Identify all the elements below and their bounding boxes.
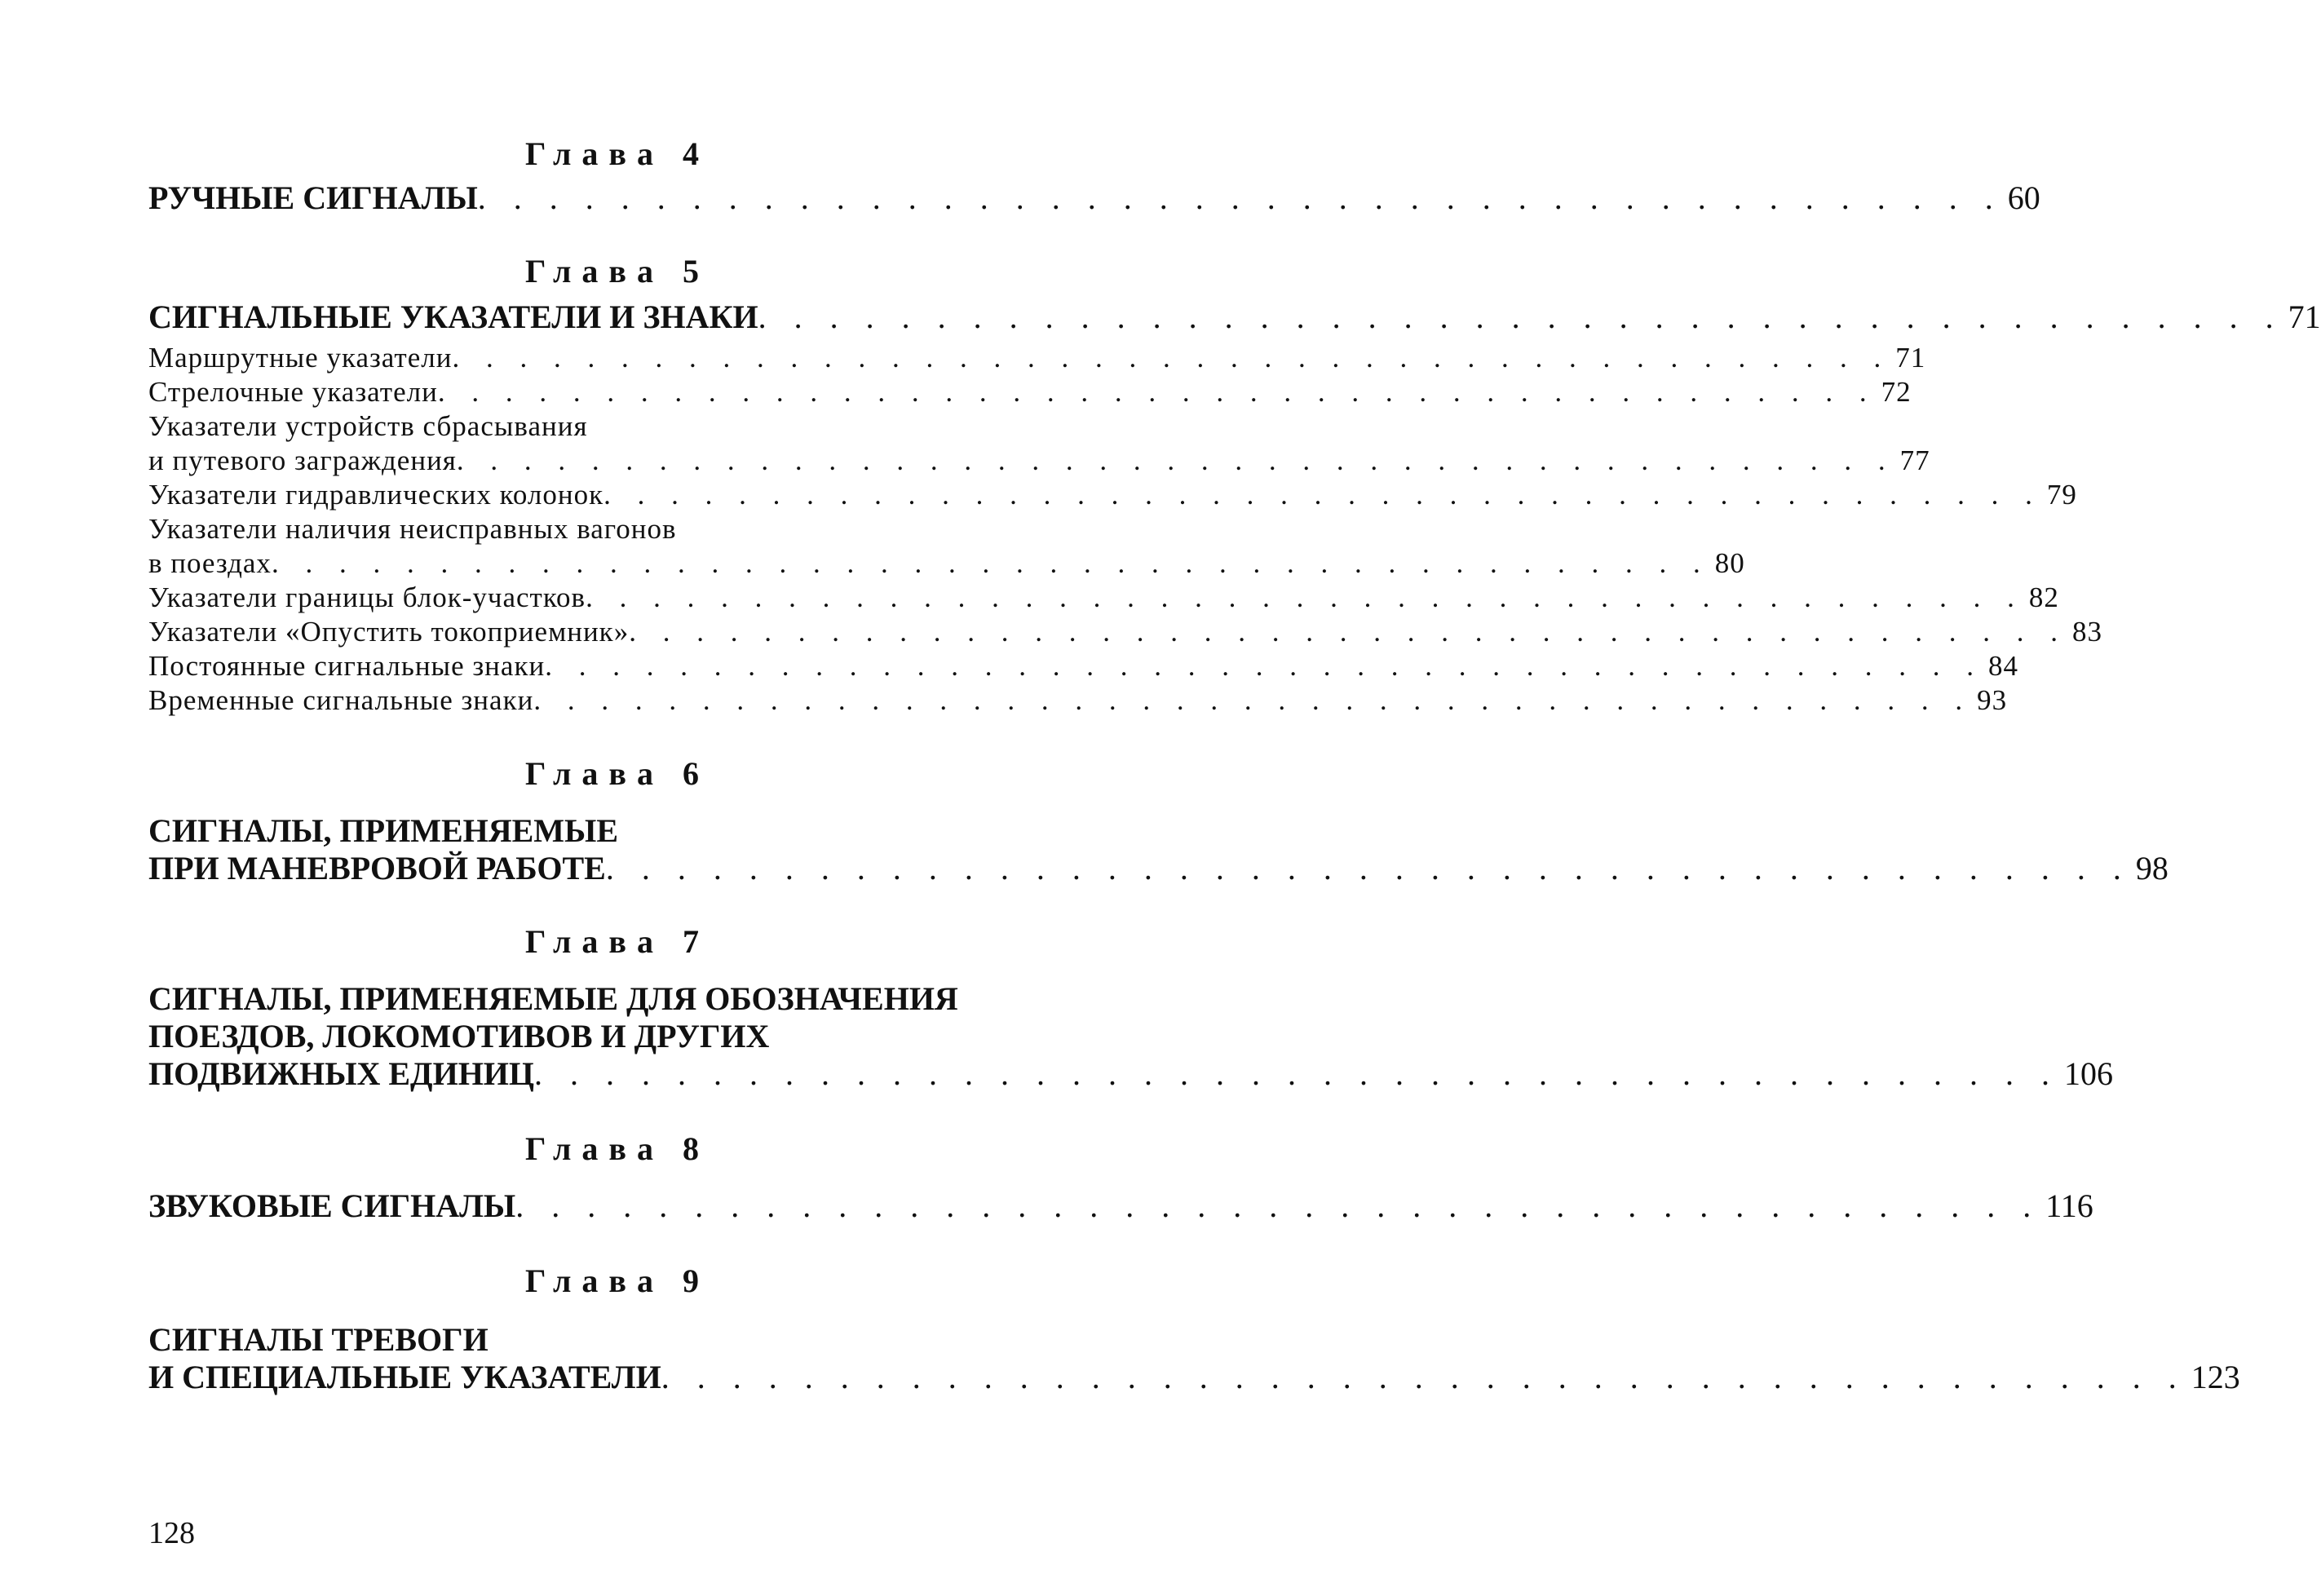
entry-last-line [148, 850, 2168, 887]
chapter-label: Глава 8 [525, 1130, 710, 1167]
entry-title-line: Указатели устройств сбрасывания [148, 410, 588, 442]
entry-page-number: 116 [2045, 1187, 2093, 1224]
entry-title: Стрелочные указатели [148, 376, 438, 408]
toc-subentry[interactable] [148, 649, 2018, 683]
dot-leader: . . . . . . . . . . . . . . . . . . . . . . . . . . . . . . . . . . . . . . . . . . . [545, 650, 1983, 682]
entry-page-number: 84 [1987, 650, 2018, 682]
entry-page-number: 98 [2135, 850, 2168, 886]
dot-leader: . . . . . . . . . . . . . . . . . . . . . . . . . . . . . . . . . . . . . . . . . . . [629, 616, 2067, 648]
entry-title: Маршрутные указатели [148, 342, 453, 374]
dot-leader: . . . . . . . . . . . . . . . . . . . . . . . . . . . . . . . . . . . . . . . . . . . [456, 444, 1895, 476]
toc-subentry[interactable] [148, 615, 2102, 649]
entry-title-line: ПОДВИЖНЫХ ЕДИНИЦ [148, 1055, 535, 1092]
entry-title-line: и путевого заграждения [148, 444, 457, 476]
page-number: 128 [148, 1516, 195, 1550]
toc-entry-chapter-4[interactable] [148, 179, 2040, 217]
toc-subentry[interactable] [148, 581, 2059, 615]
entry-page-number: 93 [1977, 684, 2008, 716]
toc-entry-chapter-9[interactable] [148, 1321, 2240, 1396]
dot-leader: . . . . . . . . . . . . . . . . . . . . . . . . . . . . . . . . . . . . . . . . . . . [533, 684, 1973, 716]
entry-title: Постоянные сигнальные знаки [148, 650, 546, 682]
entry-page-number: 79 [2046, 479, 2077, 511]
entry-page-number: 83 [2071, 616, 2102, 648]
toc-entry-chapter-6[interactable] [148, 812, 2168, 887]
entry-page-number: 82 [2028, 581, 2059, 613]
toc-entry-chapter-8[interactable] [148, 1187, 2093, 1225]
dot-leader: . . . . . . . . . . . . . . . . . . . . . . . . . . . . . . . . . . . . . . . . . . . [605, 850, 2131, 886]
entry-page-number: 71 [1895, 342, 1926, 374]
entry-title-line: И СПЕЦИАЛЬНЫЕ УКАЗАТЕЛИ [148, 1359, 661, 1395]
entry-last-line [148, 546, 1745, 581]
entry-last-line [148, 444, 1930, 478]
chapter-label: Глава 5 [525, 253, 710, 290]
entry-title-line: ПРИ МАНЕВРОВОЙ РАБОТЕ [148, 850, 606, 886]
entry-title: РУЧНЫЕ СИГНАЛЫ [148, 179, 478, 216]
entry-page-number: 60 [2007, 179, 2040, 216]
dot-leader: . . . . . . . . . . . . . . . . . . . . . . . . . . . . . . . . . . . . . . . . . . . [437, 376, 1877, 408]
entry-last-line [148, 1359, 2240, 1396]
entry-title: ЗВУКОВЫЕ СИГНАЛЫ [148, 1187, 516, 1224]
entry-page-number: 123 [2191, 1359, 2240, 1395]
dot-leader: . . . . . . . . . . . . . . . . . . . . . . . . . . . . . . . . . . . . . . . . . . . [515, 1187, 2041, 1224]
entry-title: Указатели границы блок-участков [148, 581, 586, 613]
entry-title-line: СИГНАЛЫ, ПРИМЕНЯЕМЫЕ ДЛЯ ОБОЗНАЧЕНИЯ [148, 980, 958, 1017]
chapter-label: Глава 7 [525, 923, 710, 960]
chapter-label: Глава 6 [525, 755, 710, 792]
dot-leader: . . . . . . . . . . . . . . . . . . . . . . . . . . . . . . . . . . . . . . . . . . . [586, 581, 2024, 613]
toc-subentry[interactable] [148, 683, 2008, 718]
dot-leader: . . . . . . . . . . . . . . . . . . . . . . . . . . . . . . . . . . . . . . . . . . . [534, 1055, 2060, 1092]
entry-page-number: 71 [2288, 298, 2321, 335]
entry-title-line: СИГНАЛЫ ТРЕВОГИ [148, 1321, 489, 1358]
entry-title: СИГНАЛЬНЫЕ УКАЗАТЕЛИ И ЗНАКИ [148, 298, 758, 335]
dot-leader: . . . . . . . . . . . . . . . . . . . . . . . . . . . . . . . . . . . . . . . . . . . [477, 179, 2003, 216]
table-of-contents [148, 130, 2321, 1396]
dot-leader: . . . . . . . . . . . . . . . . . . . . . . . . . . . . . . . . . . . . . . . . . . . [271, 547, 1710, 579]
chapter-label: Глава 9 [525, 1262, 710, 1299]
toc-subentry[interactable] [148, 478, 2077, 512]
toc-entry-chapter-5[interactable] [148, 298, 2321, 336]
entry-page-number: 77 [1899, 444, 1930, 476]
entry-title: Указатели «Опустить токоприемник» [148, 616, 630, 648]
entry-page-number: 72 [1881, 376, 1912, 408]
entry-title-line: СИГНАЛЫ, ПРИМЕНЯЕМЫЕ [148, 812, 619, 849]
toc-entry-chapter-7[interactable] [148, 980, 2114, 1093]
chapter-label: Глава 4 [525, 135, 710, 172]
dot-leader: . . . . . . . . . . . . . . . . . . . . . . . . . . . . . . . . . . . . . . . . . . . [452, 342, 1891, 374]
entry-title-line: ПОЕЗДОВ, ЛОКОМОТИВОВ И ДРУГИХ [148, 1018, 770, 1054]
entry-page-number: 106 [2064, 1055, 2114, 1092]
entry-title: Временные сигнальные знаки [148, 684, 534, 716]
toc-subentry-multiline[interactable] [148, 512, 1745, 581]
toc-subentry[interactable] [148, 375, 1912, 409]
toc-subentry[interactable] [148, 341, 1926, 375]
entry-last-line [148, 1055, 2114, 1093]
dot-leader: . . . . . . . . . . . . . . . . . . . . . . . . . . . . . . . . . . . . . . . . . . . [758, 298, 2283, 335]
entry-title: Указатели гидравлических колонок [148, 479, 604, 511]
chapter-5-subsections [148, 341, 2102, 718]
entry-title-line: Указатели наличия неисправных вагонов [148, 513, 677, 545]
dot-leader: . . . . . . . . . . . . . . . . . . . . . . . . . . . . . . . . . . . . . . . . . . . [603, 479, 2042, 511]
toc-subentry-multiline[interactable] [148, 409, 1930, 478]
dot-leader: . . . . . . . . . . . . . . . . . . . . . . . . . . . . . . . . . . . . . . . . . . . [661, 1359, 2186, 1395]
entry-page-number: 80 [1714, 547, 1745, 579]
entry-title-line: в поездах [148, 547, 272, 579]
